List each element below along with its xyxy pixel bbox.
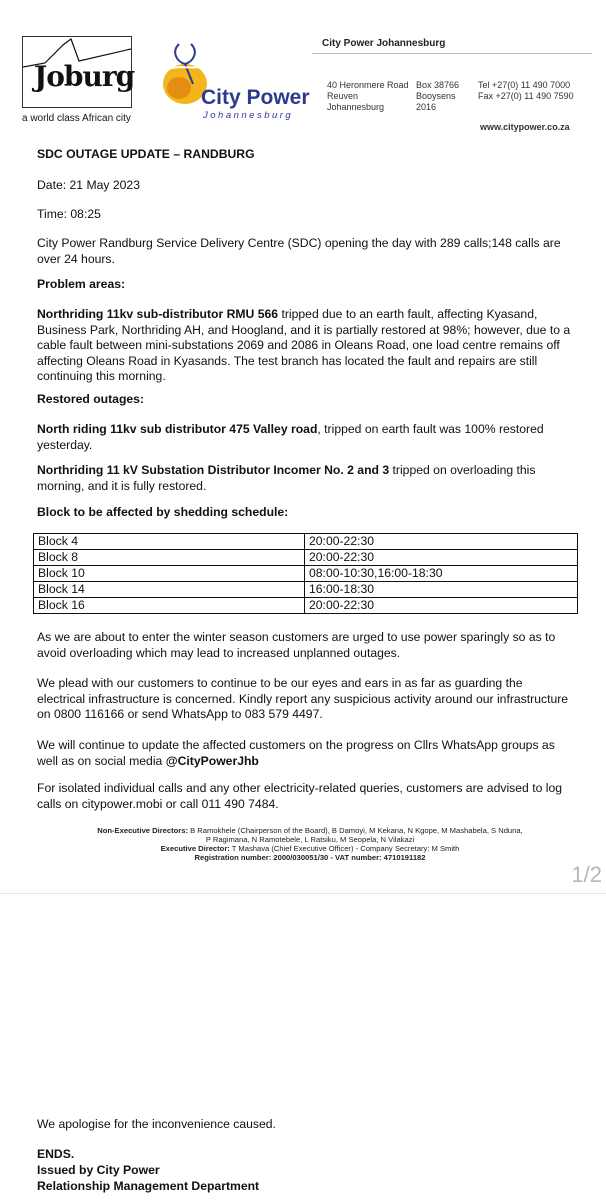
ends-text: ENDS.	[37, 1147, 75, 1161]
header-contact	[478, 80, 574, 102]
update-text: We will continue to update the affected customers on the progress on Cllrs WhatsApp groups as well as on social media	[37, 738, 555, 768]
intro-paragraph: City Power Randburg Service Delivery Centre (SDC) opening the day with 289 calls;148 calls are over 24 hours.	[37, 236, 561, 266]
problem-feeder-name: Northriding 11kv sub-distributor RMU 566	[37, 307, 279, 321]
apology-text: We apologise for the inconvenience caused.	[37, 1117, 276, 1131]
footer-registration: Registration number: 2000/030051/30 - VAT number: 4710191182	[194, 853, 426, 862]
restored-feeder-name: North riding 11kv sub distributor 475 Valley road	[37, 422, 318, 436]
city-power-logo-name: City Power	[201, 86, 310, 109]
block-cell: Block 4	[34, 534, 305, 550]
document-time: Time: 08:25	[37, 207, 101, 221]
issued-by-text: Issued by City Power	[37, 1163, 160, 1177]
shedding-schedule-heading: Block to be affected by shedding schedule:	[37, 505, 289, 519]
winter-paragraph: As we are about to enter the winter season customers are urged to use power sparingly so as to avoid overloading which may lead to increased unplanned outages.	[37, 630, 556, 660]
address-line: Box 38766	[416, 80, 460, 90]
header-address-street	[327, 80, 409, 113]
header-company-name: City Power Johannesburg	[322, 38, 446, 49]
footer-text: B Ramokhele (Chairperson of the Board), B Damoyi, M Kekana, N Kgope, M Mashabela, S Nduna,	[188, 826, 523, 835]
restored-description: , tripped on earth fault was 100% restored yesterday.	[37, 422, 544, 452]
header-divider	[312, 53, 592, 54]
time-cell: 08:00-10:30,16:00-18:30	[305, 566, 578, 582]
problem-areas-heading: Problem areas:	[37, 277, 126, 291]
block-cell: Block 14	[34, 582, 305, 598]
problem-description: tripped due to an earth fault, affecting Kyasand, Business Park, Northriding AH, and Hoogland, and it is partially restored at 98%; however, due to a cable fault between mini-substations 2069 and 2086 in Oleans Road, one load centre remains off affecting Oleans Road in Kyasands. The test branch has located the fault and repairs are still continuing this morning.	[37, 307, 571, 383]
shedding-schedule-table	[33, 533, 578, 614]
city-power-logo-city: Johannesburg	[203, 110, 294, 121]
problem-paragraph	[37, 307, 571, 385]
block-cell: Block 16	[34, 598, 305, 614]
address-line: 40 Heronmere Road	[327, 80, 409, 90]
address-line: Reuven	[327, 91, 359, 101]
restored-paragraph-1	[37, 422, 571, 453]
footer-text: T Mashava (Chief Executive Officer) - Company Secretary: M Smith	[229, 844, 460, 853]
telephone: Tel +27(0) 11 490 7000	[478, 80, 571, 90]
fax: Fax +27(0) 11 490 7590	[478, 91, 574, 101]
footer-label: Executive Director:	[160, 844, 230, 853]
update-paragraph	[37, 738, 571, 769]
restored-feeder-name: Northriding 11 kV Substation Distributor Incomer No. 2 and 3	[37, 463, 390, 477]
time-cell: 16:00-18:30	[305, 582, 578, 598]
header-website: www.citypower.co.za	[480, 122, 570, 132]
table-row	[34, 598, 578, 614]
footer-label: Non-Executive Directors:	[97, 826, 188, 835]
department-text: Relationship Management Department	[37, 1179, 260, 1193]
time-cell: 20:00-22:30	[305, 550, 578, 566]
restored-outages-heading: Restored outages:	[37, 392, 144, 406]
table-row	[34, 550, 578, 566]
time-cell: 20:00-22:30	[305, 598, 578, 614]
table-row	[34, 534, 578, 550]
joburg-tagline: a world class African city	[22, 113, 131, 124]
block-cell: Block 10	[34, 566, 305, 582]
address-line: Booysens	[416, 91, 456, 101]
page-number: 1/2	[571, 862, 602, 887]
eyes-ears-paragraph: We plead with our customers to continue to be our eyes and ears in as far as guarding the electrical infrastructure is concerned. Kindly report any suspicious activity around our infrastructure on 0800 116166 or send WhatsApp to 083 579 4497.	[37, 676, 569, 721]
block-cell: Block 8	[34, 550, 305, 566]
document-title: SDC OUTAGE UPDATE – RANDBURG	[37, 147, 255, 161]
time-cell: 20:00-22:30	[305, 534, 578, 550]
table-row	[34, 566, 578, 582]
isolated-calls-paragraph: For isolated individual calls and any other electricity-related queries, customers are advised to log calls on citypower.mobi or call 011 490 7484.	[37, 781, 563, 811]
document-date: Date: 21 May 2023	[37, 178, 140, 192]
address-line: 2016	[416, 102, 437, 112]
restored-description: tripped on overloading this morning, and it is fully restored.	[37, 463, 536, 493]
footer-directors-cont: P Ragimana, N Ramotebele, L Ratsiku, M Seopela, N Vilakazi	[205, 835, 415, 844]
joburg-logo-text: Joburg	[34, 60, 135, 93]
page-break	[0, 893, 606, 894]
restored-paragraph-2	[37, 463, 571, 494]
address-line: Johannesburg	[327, 102, 385, 112]
social-handle: @CityPowerJhb	[165, 753, 259, 768]
header-address-box	[416, 80, 459, 113]
table-row	[34, 582, 578, 598]
